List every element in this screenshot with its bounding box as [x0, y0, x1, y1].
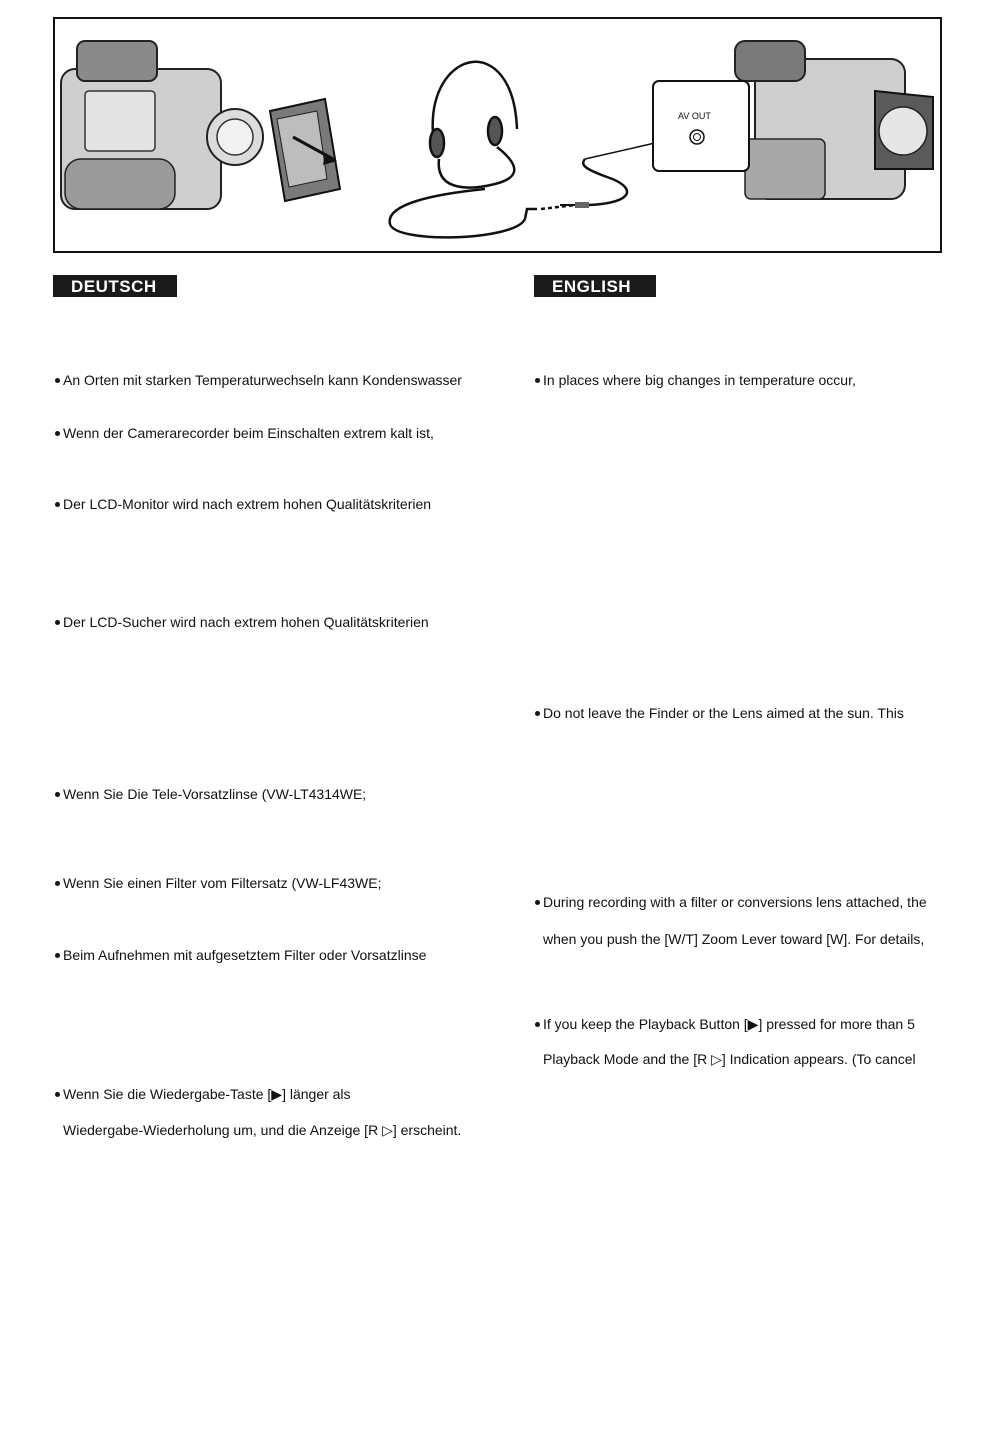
- bullet-icon: [535, 900, 540, 905]
- deutsch-paragraph: Wenn der Camerarecorder beim Einschalten extrem kalt ist,: [55, 424, 434, 442]
- deutsch-paragraph: Wenn Sie einen Filter vom Filtersatz (VW-LF43WE;: [55, 874, 381, 892]
- deutsch-paragraph-continuation: Wiedergabe-Wiederholung um, und die Anzeige [R ▷] erscheint.: [63, 1122, 462, 1138]
- bullet-icon: [55, 378, 60, 383]
- bullet-icon: [55, 881, 60, 886]
- english-paragraph: If you keep the Playback Button [▶] pressed for more than 5: [535, 1015, 915, 1033]
- deutsch-paragraph: Der LCD-Sucher wird nach extrem hohen Qualitätskriterien: [55, 613, 429, 631]
- deutsch-paragraph: Beim Aufnehmen mit aufgesetztem Filter oder Vorsatzlinse: [55, 946, 426, 964]
- bullet-icon: [535, 711, 540, 716]
- bullet-icon: [55, 620, 60, 625]
- english-section-heading: ENGLISH: [534, 275, 656, 297]
- english-paragraph: In places where big changes in temperature occur,: [535, 371, 856, 389]
- deutsch-section-heading: DEUTSCH: [53, 275, 177, 297]
- bullet-icon: [55, 792, 60, 797]
- bullet-icon: [55, 502, 60, 507]
- english-paragraph: Do not leave the Finder or the Lens aimed at the sun. This: [535, 704, 904, 722]
- deutsch-paragraph: Wenn Sie die Wiedergabe-Taste [▶] länger als: [55, 1085, 351, 1103]
- av-out-label: AV OUT: [678, 111, 711, 121]
- camcorder-left-illustration: [61, 41, 263, 209]
- english-paragraph: During recording with a filter or conversions lens attached, the: [535, 893, 927, 911]
- illustration-svg: [55, 19, 940, 251]
- bullet-icon: [535, 378, 540, 383]
- av-out-callout: [653, 81, 749, 171]
- bullet-icon: [55, 953, 60, 958]
- headphones-illustration: [390, 62, 655, 238]
- bullet-icon: [535, 1022, 540, 1027]
- camcorder-right-illustration: [735, 41, 933, 199]
- english-paragraph-continuation: when you push the [W/T] Zoom Lever toward [W]. For details,: [543, 931, 925, 947]
- deutsch-paragraph: An Orten mit starken Temperaturwechseln kann Kondenswasser: [55, 371, 462, 389]
- bullet-icon: [55, 1092, 60, 1097]
- deutsch-paragraph: Der LCD-Monitor wird nach extrem hohen Qualitätskriterien: [55, 495, 431, 513]
- deutsch-paragraph: Wenn Sie Die Tele-Vorsatzlinse (VW-LT4314WE;: [55, 785, 366, 803]
- illustration-panel: [53, 17, 942, 253]
- bullet-icon: [55, 431, 60, 436]
- english-paragraph-continuation: Playback Mode and the [R ▷] Indication appears. (To cancel: [543, 1051, 916, 1067]
- lens-hood-illustration: [270, 99, 340, 201]
